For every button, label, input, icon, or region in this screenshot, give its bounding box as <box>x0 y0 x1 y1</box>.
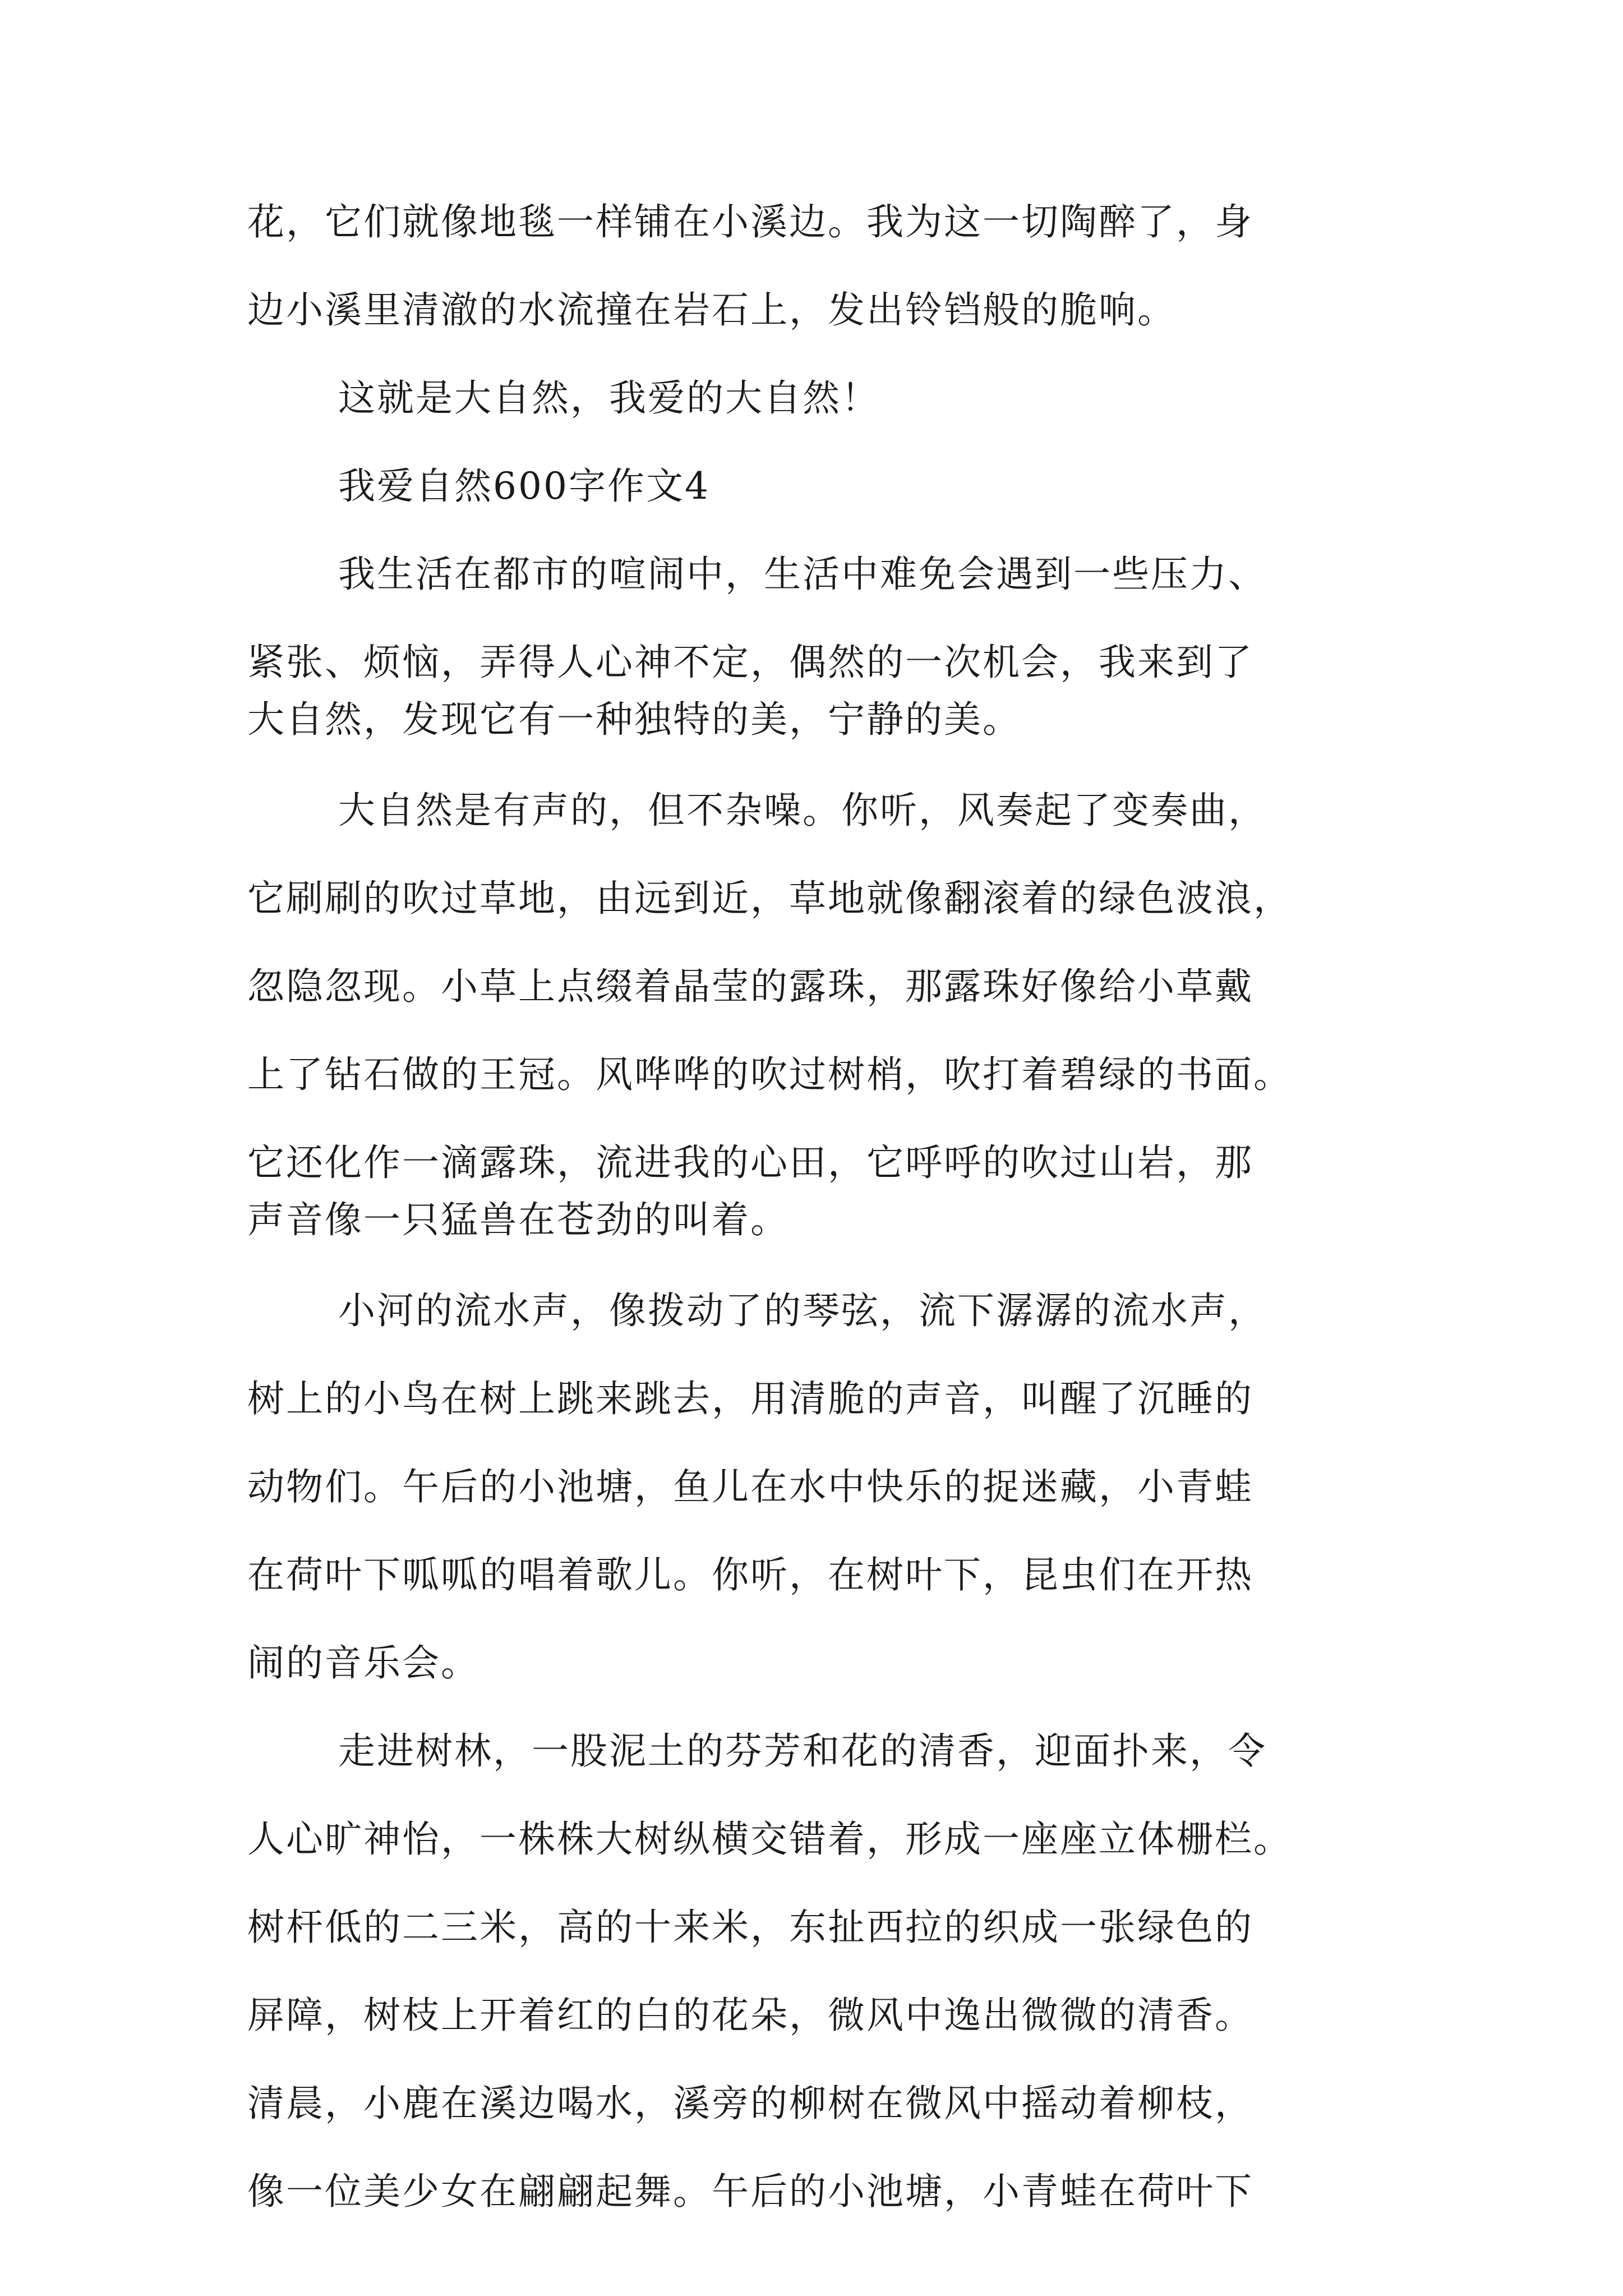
text-line: 树上的小鸟在树上跳来跳去，用清脆的声音，叫醒了沉睡的 <box>247 1377 1253 1420</box>
text-line: 大自然，发现它有一种独特的美，宁静的美。 <box>247 698 1021 741</box>
text-line: 我生活在都市的喧闹中，生活中难免会遇到一些压力、 <box>338 553 1267 596</box>
text-line: 花，它们就像地毯一样铺在小溪边。我为这一切陶醉了，身 <box>247 200 1253 243</box>
text-line: 在荷叶下呱呱的唱着歌儿。你听，在树叶下，昆虫们在开热 <box>247 1553 1253 1596</box>
text-line: 大自然是有声的，但不杂噪。你听，风奏起了变奏曲， <box>338 789 1267 832</box>
text-line: 紧张、烦恼，弄得人心神不定，偶然的一次机会，我来到了 <box>247 641 1253 684</box>
text-line: 小河的流水声，像拨动了的琴弦，流下潺潺的流水声， <box>338 1289 1267 1332</box>
text-line: 树杆低的二三米，高的十来米，东扯西拉的织成一张绿色的 <box>247 1906 1253 1949</box>
text-line: 边小溪里清澈的水流撞在岩石上，发出铃铛般的脆响。 <box>247 288 1176 332</box>
text-line: 走进树林，一股泥土的芬芳和花的清香，迎面扑来，令 <box>338 1729 1267 1773</box>
text-line: 这就是大自然，我爱的大自然！ <box>338 376 880 420</box>
text-line: 人心旷神怡，一株株大树纵横交错着，形成一座座立体栅栏。 <box>247 1818 1292 1861</box>
text-line: 它刷刷的吹过草地，由远到近，草地就像翻滚着的绿色波浪， <box>247 877 1292 920</box>
text-line: 闹的音乐会。 <box>247 1641 479 1685</box>
text-line: 像一位美少女在翩翩起舞。午后的小池塘，小青蛙在荷叶下 <box>247 2170 1253 2213</box>
text-line: 上了钻石做的王冠。风哗哗的吹过树梢，吹打着碧绿的书面。 <box>247 1053 1292 1096</box>
text-line: 声音像一只猛兽在苍劲的叫着。 <box>247 1198 789 1241</box>
section-heading: 我爱自然600字作文4 <box>338 464 710 508</box>
text-line: 忽隐忽现。小草上点缀着晶莹的露珠，那露珠好像给小草戴 <box>247 965 1253 1008</box>
text-line: 屏障，树枝上开着红的白的花朵，微风中逸出微微的清香。 <box>247 1994 1253 2037</box>
text-line: 动物们。午后的小池塘，鱼儿在水中快乐的捉迷藏，小青蛙 <box>247 1465 1253 1508</box>
text-line: 它还化作一滴露珠，流进我的心田，它呼呼的吹过山岩，那 <box>247 1141 1253 1184</box>
text-line: 清晨，小鹿在溪边喝水，溪旁的柳树在微风中摇动着柳枝， <box>247 2082 1253 2125</box>
